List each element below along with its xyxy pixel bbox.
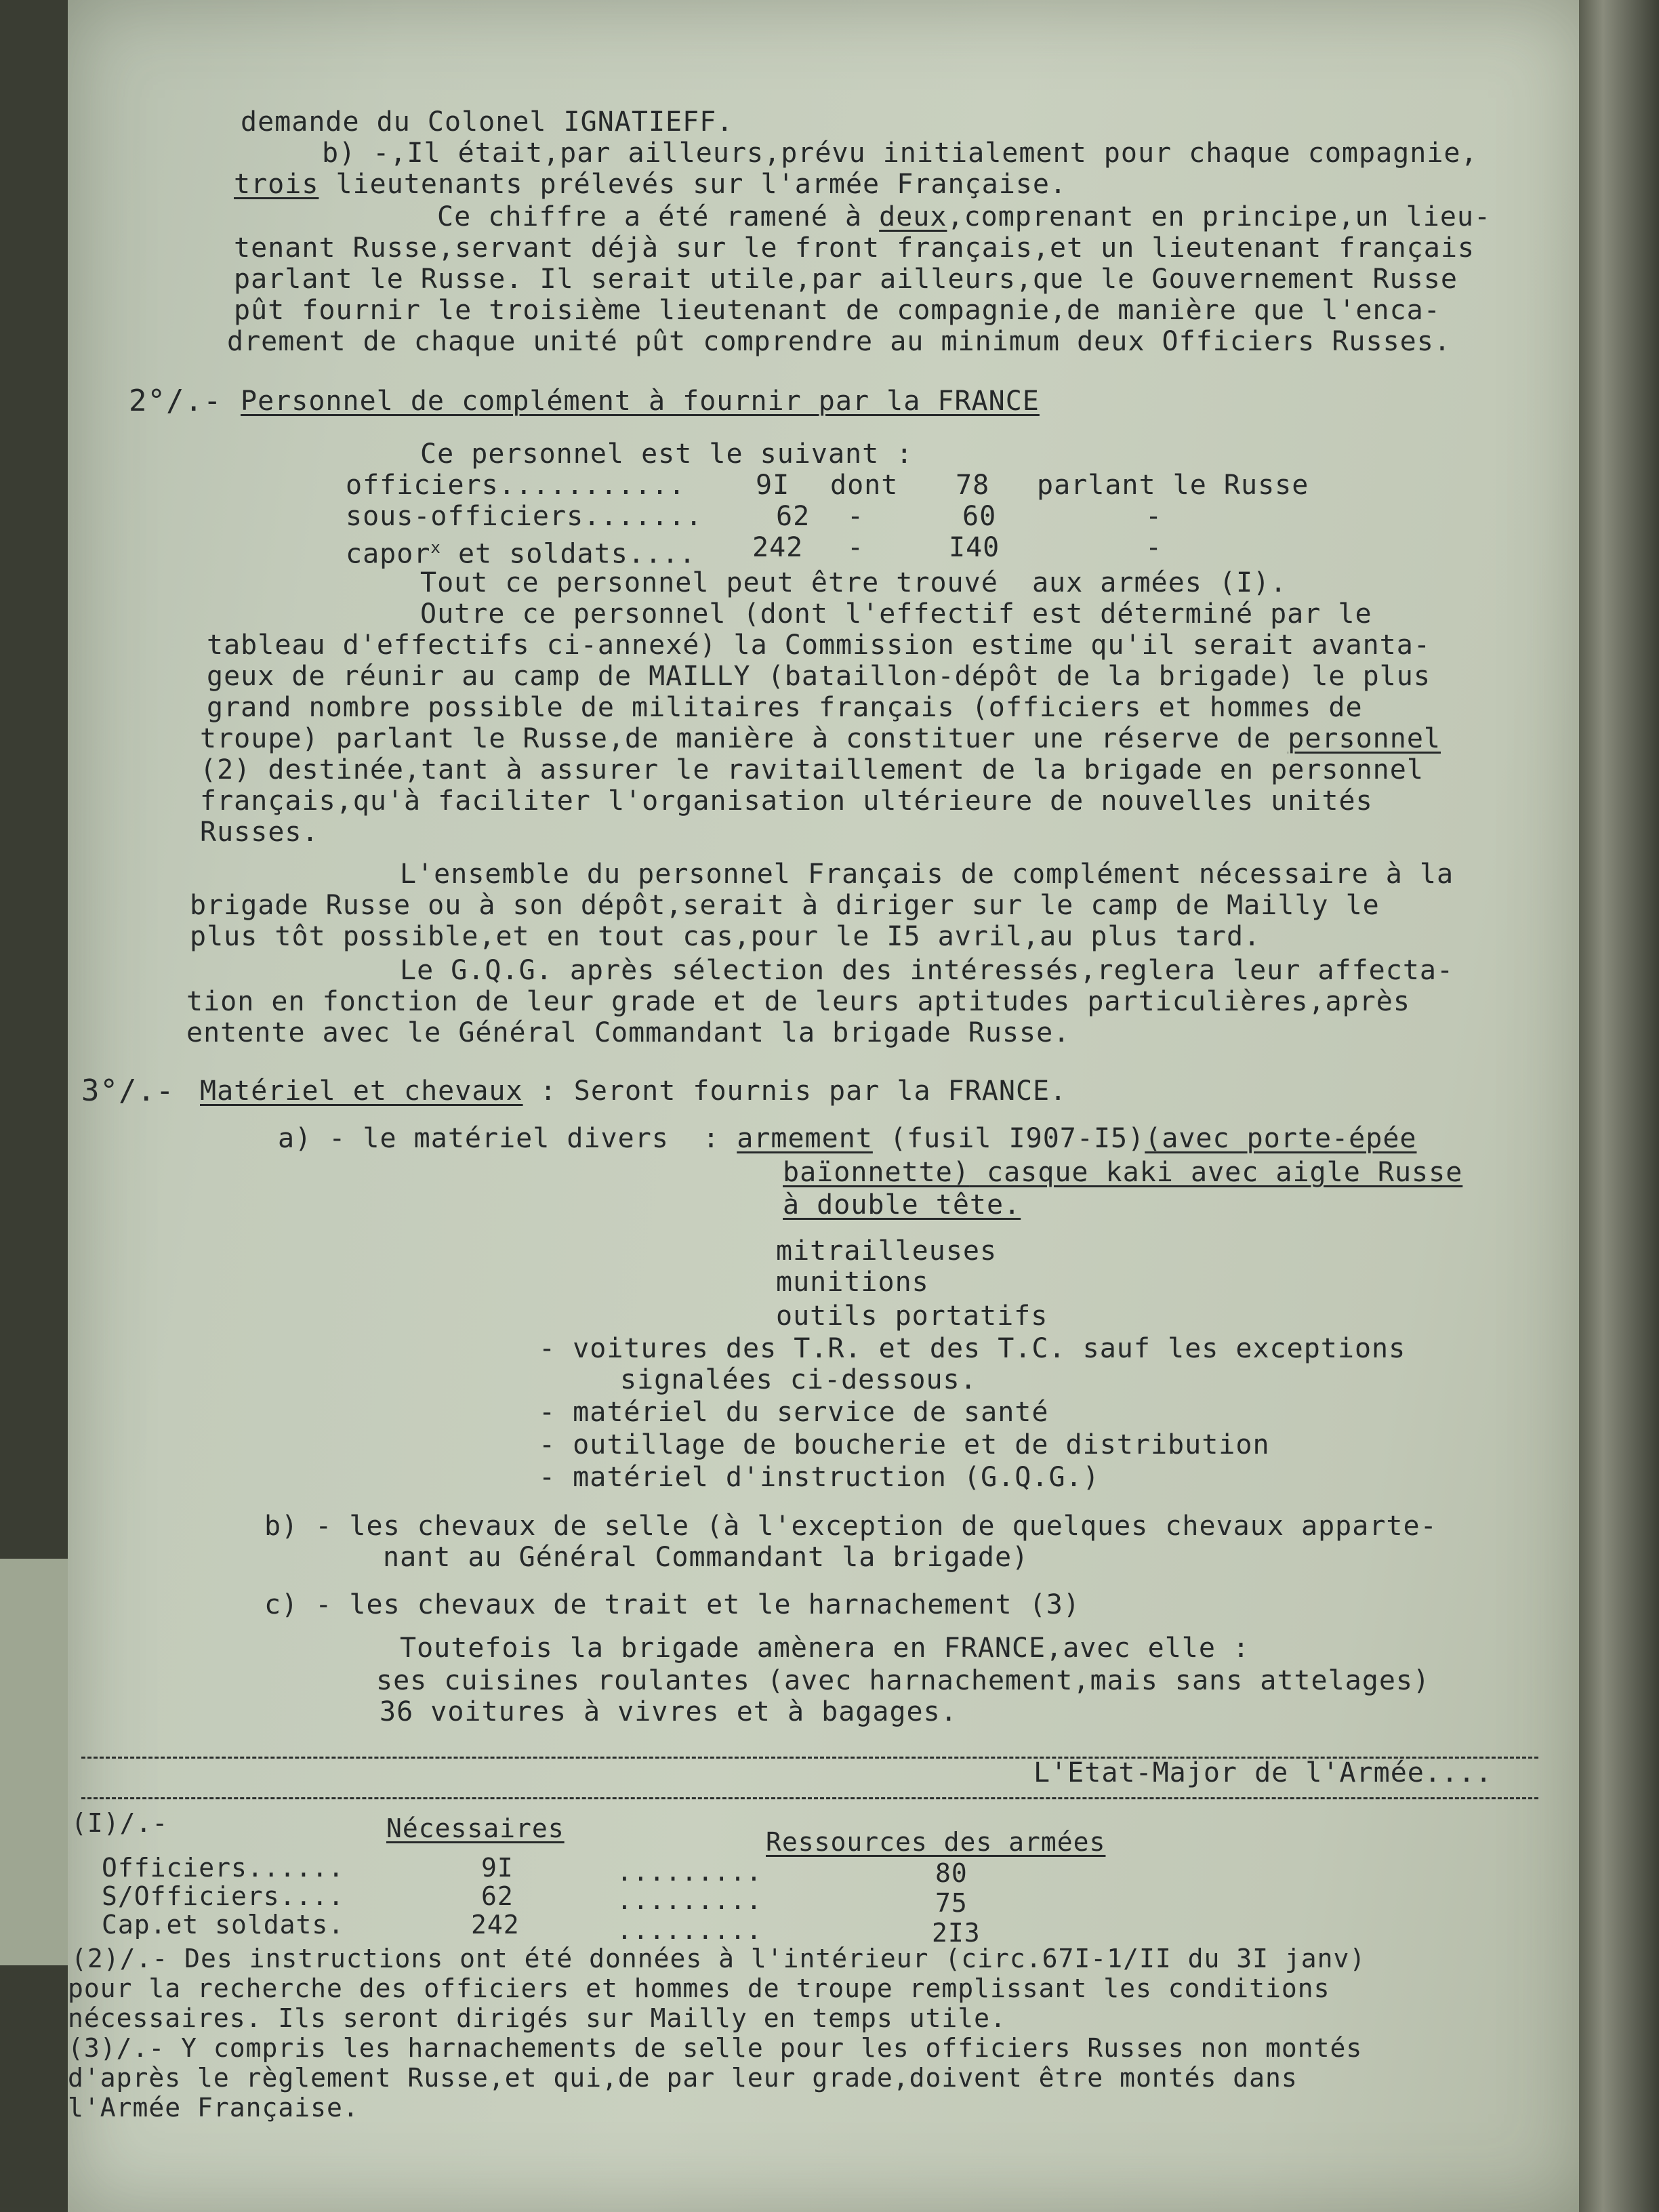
- fn-row-sous-officiers-dots: .........: [617, 1885, 762, 1915]
- signature: L'Etat-Major de l'Armée....: [1033, 1757, 1493, 1788]
- row-sous-officiers-label: sous-officiers.......: [346, 501, 703, 532]
- outre-4: grand nombre possible de militaires français (officiers et hommes de: [207, 692, 1363, 723]
- underlined-personnel: personnel: [1288, 723, 1441, 754]
- row-officiers-russian: 78: [956, 470, 990, 501]
- outre-5: troupe) parlant le Russe,de manière à constituer une réserve de personnel: [200, 723, 1441, 754]
- line-8: drement de chaque unité pût comprendre au minimum deux Officiers Russes.: [227, 326, 1451, 357]
- row-sous-officiers-russian: 60: [962, 501, 997, 532]
- ensemble-3: plus tôt possible,et en tout cas,pour le I5 avril,au plus tard.: [190, 921, 1261, 952]
- line-7: pût fournir le troisième lieutenant de compagnie,de manière que l'enca-: [234, 295, 1441, 326]
- section-2-title: Personnel de complément à fournir par la FRANCE: [241, 386, 1040, 417]
- item-a-line-2: baïonnette) casque kaki avec aigle Russe: [783, 1157, 1463, 1188]
- outre-1: Outre ce personnel (dont l'effectif est déterminé par le: [420, 598, 1372, 630]
- fn-row-officiers-dots: .........: [617, 1857, 762, 1887]
- row-officiers-dont: dont: [830, 470, 899, 501]
- row-officiers-count: 9I: [756, 470, 790, 501]
- outre-3: geux de réunir au camp de MAILLY (bataillon-dépôt de la brigade) le plus: [207, 661, 1431, 692]
- ensemble-1: L'ensemble du personnel Français de complément nécessaire à la: [400, 859, 1454, 890]
- item-b-line-2: nant au Général Commandant la brigade): [383, 1542, 1029, 1573]
- fn-row-soldats-dots: .........: [617, 1915, 762, 1945]
- fn-row-sous-officiers-label: S/Officiers....: [102, 1881, 345, 1911]
- section-3-title: Matériel et chevaux : Seront fournis par la FRANCE.: [200, 1076, 1067, 1107]
- item-a-line-3: à double tête.: [783, 1189, 1021, 1221]
- fn-row-officiers-label: Officiers......: [102, 1853, 345, 1883]
- item-b-line-1: b) - les chevaux de selle (à l'exception de quelques chevaux apparte-: [264, 1511, 1437, 1542]
- item-voitures-2: signalées ci-dessous.: [620, 1364, 977, 1395]
- row-sous-officiers-dash: -: [847, 501, 865, 532]
- toutefois-1: Toutefois la brigade amènera en FRANCE,avec elle :: [400, 1633, 1250, 1664]
- row-soldats-label: capor$^x$ et soldats....: [346, 538, 697, 570]
- fn-row-soldats-need: 242: [471, 1910, 520, 1940]
- line-5: tenant Russe,servant déjà sur le front français,et un lieutenant français: [234, 232, 1475, 264]
- gqg-2: tion en fonction de leur grade et de leurs aptitudes particulières,après: [186, 986, 1410, 1017]
- row-sous-officiers-suffix: -: [1145, 501, 1163, 532]
- line-1: demande du Colonel IGNATIEFF.: [241, 106, 734, 138]
- line-4: Ce chiffre a été ramené à deux,comprenant en principe,un lieu-: [437, 201, 1492, 232]
- footnote-2-line-2: pour la recherche des officiers et hommes de troupe remplissant les conditions: [68, 1973, 1330, 2003]
- line-2: b) -,Il était,par ailleurs,prévu initialement pour chaque compagnie,: [322, 138, 1478, 169]
- item-sante: - matériel du service de santé: [539, 1397, 1049, 1428]
- ensemble-2: brigade Russe ou à son dépôt,serait à diriger sur le camp de Mailly le: [190, 890, 1380, 921]
- row-soldats-count: 242: [752, 532, 804, 563]
- underlying-page: [0, 1559, 75, 1965]
- item-boucherie: - outillage de boucherie et de distribution: [539, 1429, 1270, 1460]
- section-3-number: 3°/.-: [81, 1073, 175, 1108]
- item-mitrailleuses: mitrailleuses: [776, 1235, 998, 1267]
- underlined-deux: deux: [879, 201, 947, 232]
- dashed-rule-2: [81, 1797, 1538, 1799]
- footnote-3-line-2: d'après le règlement Russe,et qui,de par leur grade,doivent être montés dans: [68, 2063, 1298, 2093]
- personnel-intro: Ce personnel est le suivant :: [420, 438, 914, 470]
- row-officiers-suffix: parlant le Russe: [1037, 470, 1309, 501]
- fn-row-officiers-res: 80: [935, 1858, 968, 1888]
- footnote-2-line-1: (2)/.- Des instructions ont été données à l'intérieur (circ.67I-1/II du 3I janv): [71, 1944, 1366, 1973]
- row-soldats-suffix: -: [1145, 532, 1163, 563]
- footnote-2-line-3: nécessaires. Ils seront dirigés sur Mailly en temps utile.: [68, 2003, 1006, 2033]
- binder-edge: [1579, 0, 1659, 2212]
- fn-row-soldats-res: 2I3: [932, 1918, 981, 1948]
- fn-row-sous-officiers-res: 75: [935, 1888, 968, 1918]
- personnel-armees: Tout ce personnel peut être trouvé aux armées (I).: [420, 567, 1288, 598]
- fn-row-officiers-need: 9I: [481, 1853, 514, 1883]
- footnote-1-number: (I)/.-: [71, 1808, 169, 1838]
- toutefois-2: ses cuisines roulantes (avec harnachement,mais sans attelages): [376, 1665, 1431, 1696]
- item-outils: outils portatifs: [776, 1300, 1048, 1332]
- col-ressources: Ressources des armées: [766, 1827, 1106, 1857]
- item-munitions: munitions: [776, 1267, 929, 1298]
- item-voitures: - voitures des T.R. et des T.C. sauf les exceptions: [539, 1333, 1406, 1364]
- fn-row-sous-officiers-need: 62: [481, 1881, 514, 1911]
- outre-2: tableau d'effectifs ci-annexé) la Commission estime qu'il serait avanta-: [207, 630, 1431, 661]
- item-a-line-1: a) - le matériel divers : armement (fusil I907-I5)(avec porte-épée: [278, 1123, 1417, 1154]
- row-soldats-russian: I40: [949, 532, 1000, 563]
- col-necessaires: Nécessaires: [386, 1814, 565, 1843]
- document-page: [68, 0, 1586, 2212]
- toutefois-3: 36 voitures à vivres et à bagages.: [380, 1696, 958, 1727]
- line-6: parlant le Russe. Il serait utile,par ailleurs,que le Gouvernement Russe: [234, 264, 1458, 295]
- outre-7: français,qu'à faciliter l'organisation ultérieure de nouvelles unités: [200, 785, 1373, 817]
- line-3: trois lieutenants prélevés sur l'armée Française.: [234, 169, 1067, 200]
- fn-row-soldats-label: Cap.et soldats.: [102, 1910, 345, 1940]
- footnote-3-line-3: l'Armée Française.: [68, 2093, 359, 2123]
- gqg-3: entente avec le Général Commandant la brigade Russe.: [186, 1017, 1071, 1048]
- outre-8: Russes.: [200, 817, 319, 848]
- gqg-1: Le G.Q.G. après sélection des intéressés,reglera leur affecta-: [400, 955, 1454, 986]
- section-2-number: 2°/.-: [129, 384, 222, 418]
- row-soldats-dash: -: [847, 532, 865, 563]
- item-instruction: - matériel d'instruction (G.Q.G.): [539, 1462, 1100, 1493]
- item-c: c) - les chevaux de trait et le harnachement (3): [264, 1589, 1080, 1620]
- footnote-3-line-1: (3)/.- Y compris les harnachements de selle pour les officiers Russes non montés: [68, 2033, 1363, 2063]
- outre-6: (2) destinée,tant à assurer le ravitaillement de la brigade en personnel: [200, 754, 1424, 785]
- row-officiers-label: officiers...........: [346, 470, 686, 501]
- underlined-trois: trois: [234, 169, 319, 200]
- row-sous-officiers-count: 62: [776, 501, 811, 532]
